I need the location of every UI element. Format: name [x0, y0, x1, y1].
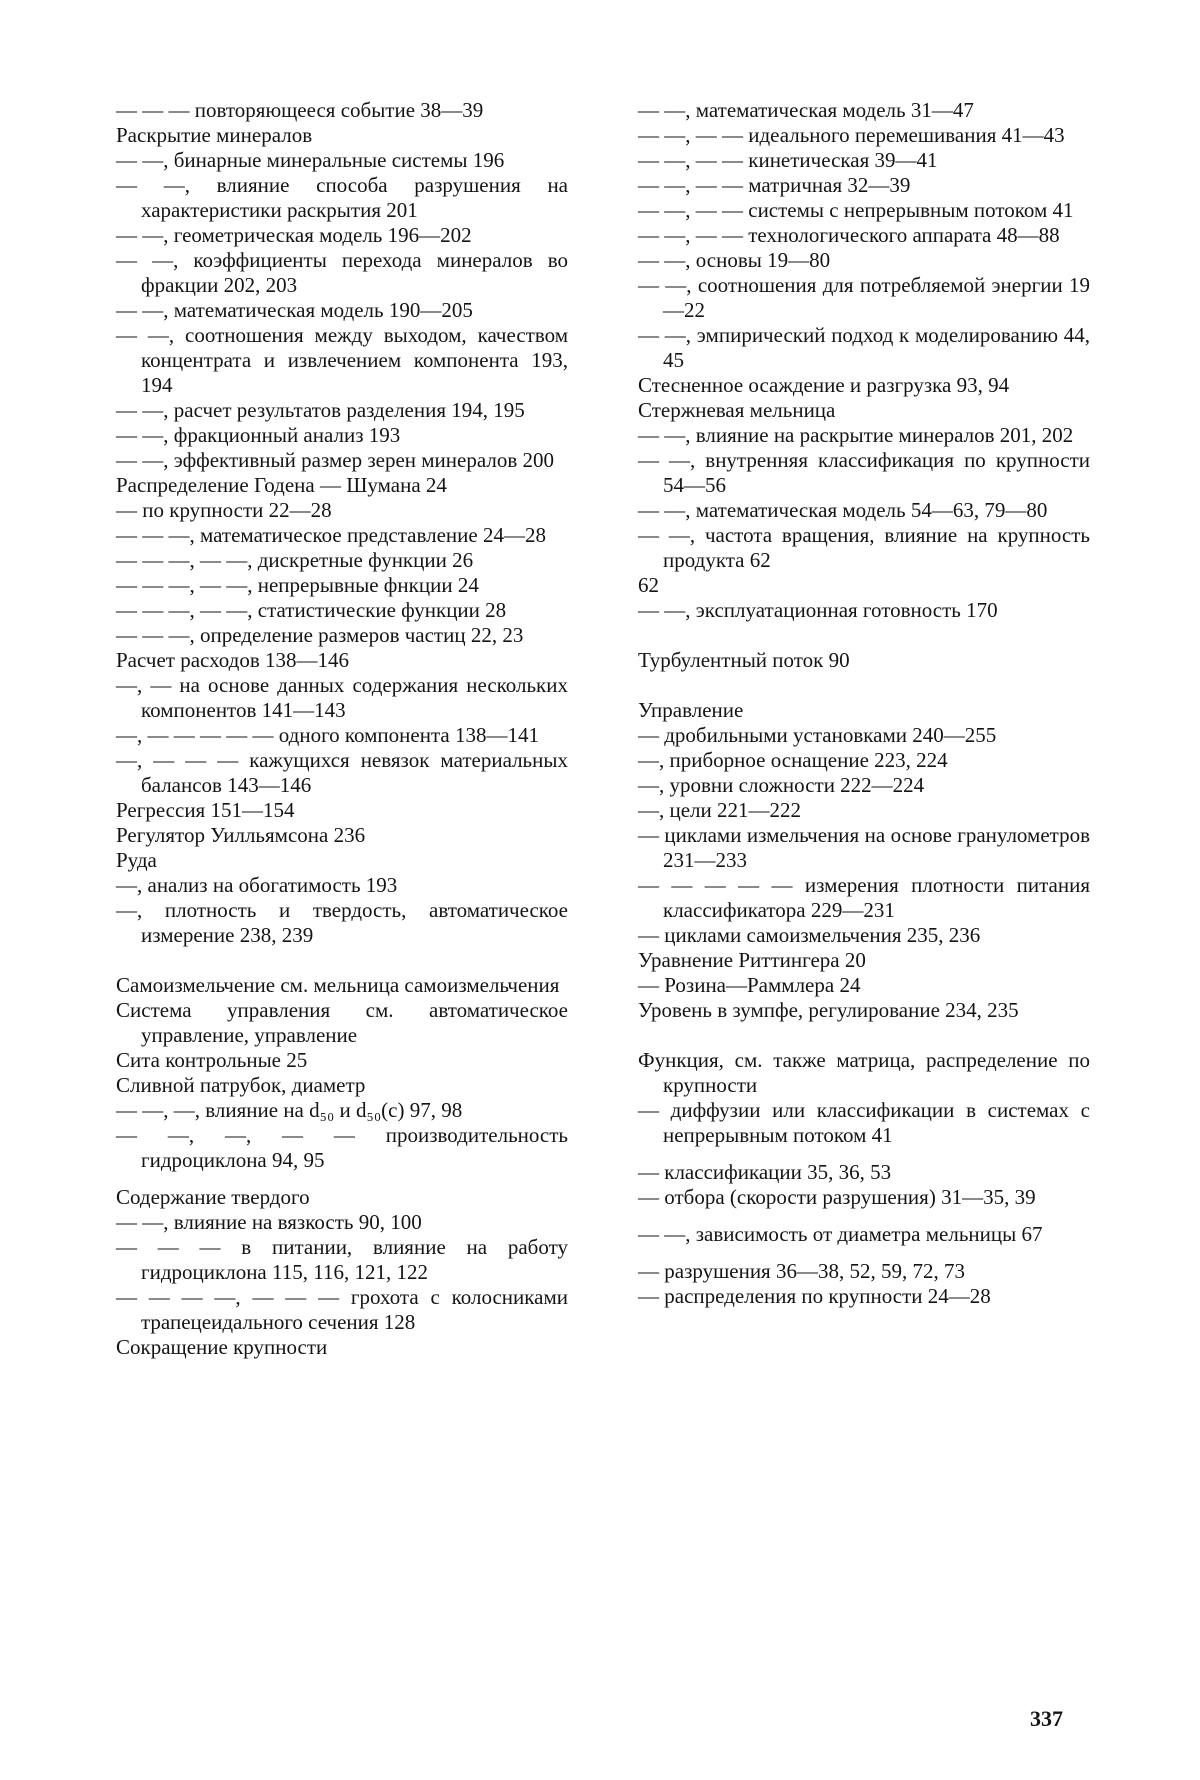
index-heading: Турбулентный поток 90 [638, 648, 850, 672]
index-entry: — —, математическая модель 54—63, 79—80 [638, 498, 1048, 522]
index-entry: — —, — — системы с непрерывным потоком 41 [638, 198, 1074, 222]
index-entry: — —, влияние способа разрушения на характеристики раскрытия 201 [116, 173, 568, 222]
entry-spacer [638, 1023, 1090, 1048]
index-entry: — отбора (скорости разрушения) 31—35, 39 [638, 1185, 1036, 1209]
index-entry: — —, влияние на раскрытие минералов 201, 202 [638, 423, 1074, 447]
entry-spacer [638, 1247, 1090, 1259]
index-entry: — —, соотношения для потребляемой энергии 19—22 [638, 273, 1090, 322]
index-entry: — —, основы 19—80 [638, 248, 831, 272]
index-entry: — —, — — технологического аппарата 48—88 [638, 223, 1060, 247]
index-entry: — —, расчет результатов разделения 194, 195 [116, 398, 525, 422]
index-entry: — циклами самоизмельчения 235, 236 [638, 923, 981, 947]
index-entry: — —, математическая модель 31—47 [638, 98, 974, 122]
entry-spacer [638, 623, 1090, 648]
index-heading: Стержневая мельница [638, 398, 836, 422]
index-entry: — —, — — идеального перемешивания 41—43 [638, 123, 1065, 147]
index-entry: — —, —, влияние на d₅₀ и d₅₀(c) 97, 98 [116, 1098, 463, 1122]
entry-spacer [638, 1148, 1090, 1160]
index-column-right [638, 98, 1090, 1309]
index-entry: — —, — — кинетическая 39—41 [638, 148, 938, 172]
index-entry: —, — — — кажущихся невязок материальных балансов 143—146 [116, 748, 568, 797]
index-entry: — распределения по крупности 24—28 [638, 1284, 991, 1308]
index-entry: — —, соотношения между выходом, качеством концентрата и извлечением компонента 193, 194 [116, 323, 568, 397]
index-heading: Стесненное осаждение и разгрузка 93, 94 [638, 373, 1010, 397]
index-entry: — — —, — —, непрерывные фнкции 24 [116, 573, 479, 597]
index-entry: 62 [638, 573, 659, 597]
index-heading: Регрессия 151—154 [116, 798, 295, 822]
index-entry: — — —, — —, дискретные функции 26 [116, 548, 474, 572]
index-entry: — — —, — —, статистические функции 28 [116, 598, 507, 622]
index-heading: Система управления см. автоматическое управление, управление [116, 998, 568, 1047]
index-heading: Распределение Годена — Шумана 24 [116, 473, 447, 497]
index-heading: Уровень в зумпфе, регулирование 234, 235 [638, 998, 1019, 1022]
index-entry: —, уровни сложности 222—224 [638, 773, 925, 797]
index-entry: — — —, математическое представление 24—28 [116, 523, 546, 547]
index-entry: — по крупности 22—28 [116, 498, 332, 522]
index-heading: Регулятор Уилльямсона 236 [116, 823, 366, 847]
index-heading: Самоизмельчение см. мельница самоизмельчения [116, 973, 560, 997]
index-entry: —, — — — — — одного компонента 138—141 [116, 723, 539, 747]
index-entry: — —, математическая модель 190—205 [116, 298, 473, 322]
index-entry: — —, эксплуатационная готовность 170 [638, 598, 998, 622]
index-entry: —, приборное оснащение 223, 224 [638, 748, 948, 772]
index-entry: — —, —, — — производительность гидроциклона 94, 95 [116, 1123, 568, 1172]
index-entry: — разрушения 36—38, 52, 59, 72, 73 [638, 1259, 965, 1283]
index-entry: — диффузии или классификации в системах с непрерывным потоком 41 [638, 1098, 1090, 1147]
index-column-left [116, 98, 568, 1360]
index-entry: — —, влияние на вязкость 90, 100 [116, 1210, 422, 1234]
index-entry: — дробильными установками 240—255 [638, 723, 997, 747]
index-entry: —, цели 221—222 [638, 798, 802, 822]
index-heading: Сокращение крупности [116, 1335, 328, 1359]
index-entry: —, плотность и твердость, автоматическое измерение 238, 239 [116, 898, 568, 947]
page-number: 337 [1030, 1706, 1063, 1731]
index-entry: — — — в питании, влияние на работу гидроциклона 115, 116, 121, 122 [116, 1235, 568, 1284]
index-entry: —, — на основе данных содержания нескольких компонентов 141—143 [116, 673, 568, 722]
index-entry: — циклами измельчения на основе гранулометров 231—233 [638, 823, 1090, 872]
index-heading: Функция, см. также матрица, распределение по крупности [638, 1048, 1090, 1097]
index-heading: Сливной патрубок, диаметр [116, 1073, 366, 1097]
index-entry: — —, эффективный размер зерен минералов 200 [116, 448, 554, 472]
index-entry: — — —, определение размеров частиц 22, 23 [116, 623, 524, 647]
index-heading: Управление [638, 698, 744, 722]
index-heading: Содержание твердого [116, 1185, 310, 1209]
index-entry: — — — —, — — — грохота с колосниками трапецеидального сечения 128 [116, 1285, 568, 1334]
index-entry: — —, коэффициенты перехода минералов во фракции 202, 203 [116, 248, 568, 297]
index-entry: — —, — — матричная 32—39 [638, 173, 911, 197]
index-entry: —, анализ на обогатимость 193 [116, 873, 398, 897]
index-entry: — —, геометрическая модель 196—202 [116, 223, 472, 247]
index-entry: — —, эмпирический подход к моделированию 44, 45 [638, 323, 1090, 372]
index-heading: Уравнение Риттингера 20 [638, 948, 866, 972]
index-heading: Раскрытие минералов [116, 123, 313, 147]
index-entry: — классификации 35, 36, 53 [638, 1160, 892, 1184]
index-entry: — —, фракционный анализ 193 [116, 423, 401, 447]
index-entry: — —, зависимость от диаметра мельницы 67 [638, 1222, 1043, 1246]
index-heading: Сита контрольные 25 [116, 1048, 308, 1072]
entry-spacer [638, 1210, 1090, 1222]
index-entry: — — — — — измерения плотности питания классификатора 229—231 [638, 873, 1090, 922]
index-heading: Руда [116, 848, 157, 872]
entry-spacer [116, 948, 568, 973]
index-entry: — Розина—Раммлера 24 [638, 973, 861, 997]
index-entry: — —, бинарные минеральные системы 196 [116, 148, 505, 172]
index-entry: — — — повторяющееся событие 38—39 [116, 98, 484, 122]
entry-spacer [638, 673, 1090, 698]
entry-spacer [116, 1173, 568, 1185]
index-heading: Расчет расходов 138—146 [116, 648, 350, 672]
index-entry: — —, частота вращения, влияние на крупность продукта 62 [638, 523, 1090, 572]
index-entry: — —, внутренняя классификация по крупности 54—56 [638, 448, 1090, 497]
